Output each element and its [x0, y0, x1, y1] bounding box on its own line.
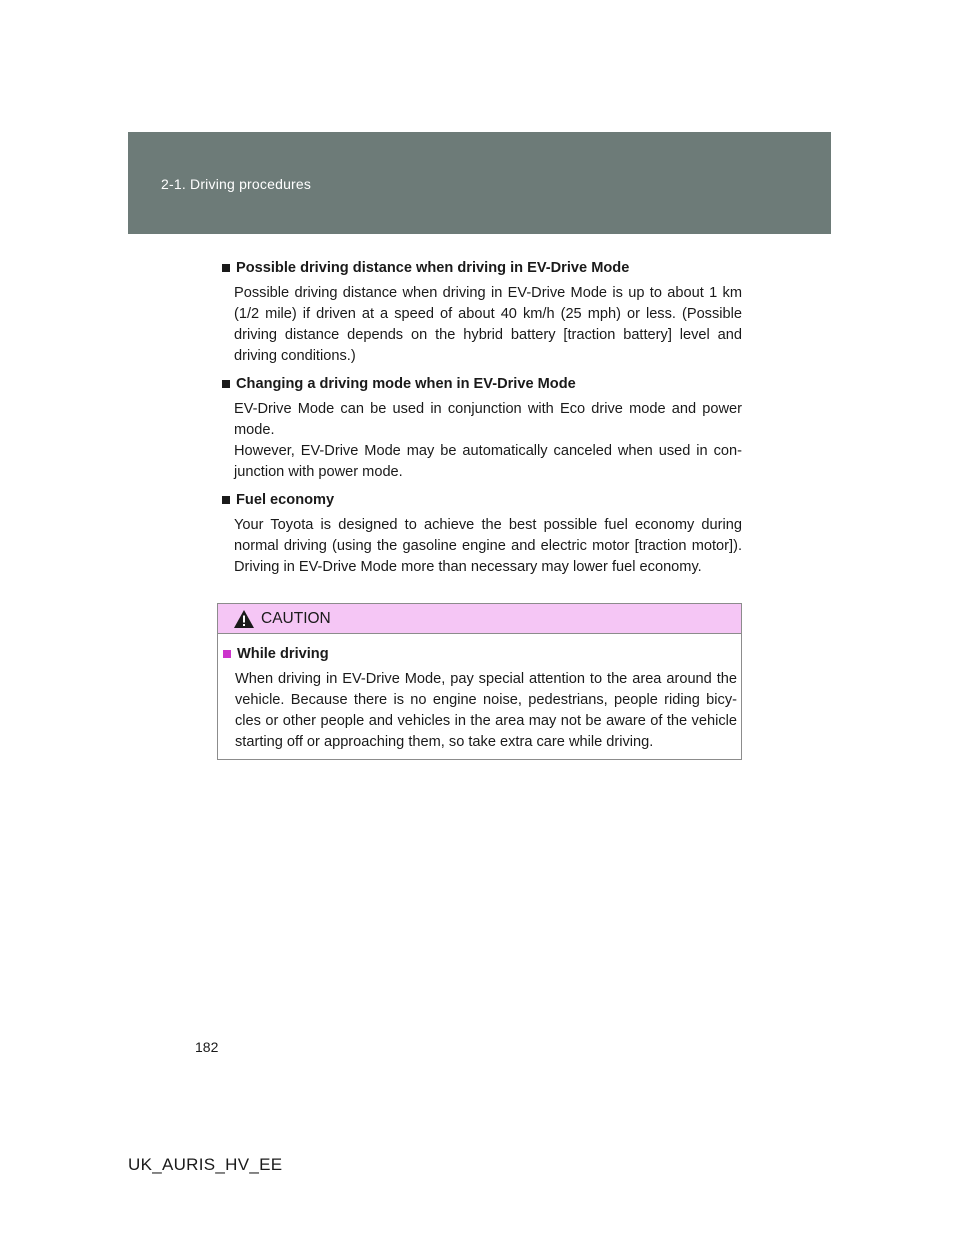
section-ev-distance [222, 258, 742, 367]
warning-triangle-icon [233, 609, 255, 629]
paragraph: However, EV-Drive Mode may be automatically canceled when used in con-junction with power mode. [234, 443, 742, 480]
section-heading-text: Fuel economy [236, 492, 335, 508]
caution-header [218, 604, 741, 634]
section-heading [222, 258, 742, 279]
square-bullet-icon [223, 650, 231, 658]
section-title: 2-1. Driving procedures [161, 176, 312, 192]
paragraph: Your Toyota is designed to achieve the best possible fuel economy during normal driving (using the gasoline engine and electric motor [traction motor]). Driving in EV-Drive Mode more than necessary may lower fuel economy. [234, 517, 742, 575]
paragraph: EV-Drive Mode can be used in conjunction with Eco drive mode and power mode. [234, 401, 742, 438]
section-heading-text: Possible driving distance when driving in EV-Drive Mode [236, 260, 630, 276]
section-fuel-economy [222, 490, 742, 578]
paragraph: Possible driving distance when driving in EV-Drive Mode is up to about 1 km (1/2 mile) if driven at a speed of about 40 km/h (25 mph) or less. (Possible driving distance depends on the hybrid battery [traction battery] level and driving conditions.) [234, 285, 742, 364]
page-number: 182 [195, 1039, 219, 1055]
caution-box [217, 603, 742, 760]
doc-code: UK_AURIS_HV_EE [128, 1155, 283, 1174]
square-bullet-icon [222, 496, 230, 504]
section-changing-mode [222, 374, 742, 483]
caution-title: CAUTION [261, 610, 331, 627]
square-bullet-icon [222, 264, 230, 272]
section-heading-text: Changing a driving mode when in EV-Drive Mode [236, 376, 576, 392]
caution-body [218, 634, 741, 753]
caution-heading-text: While driving [237, 646, 329, 662]
section-heading [222, 490, 742, 511]
square-bullet-icon [222, 380, 230, 388]
caution-heading [223, 644, 737, 665]
section-heading [222, 374, 742, 395]
header-band [128, 132, 831, 234]
content [222, 258, 742, 585]
caution-text: When driving in EV-Drive Mode, pay special attention to the area around the vehicle. Because there is no engine noise, pedestrians, people riding bicy-cles or other people and vehicles in the area may not be aware of the vehicle starting off or approaching them, so take extra care while driving. [235, 671, 737, 750]
